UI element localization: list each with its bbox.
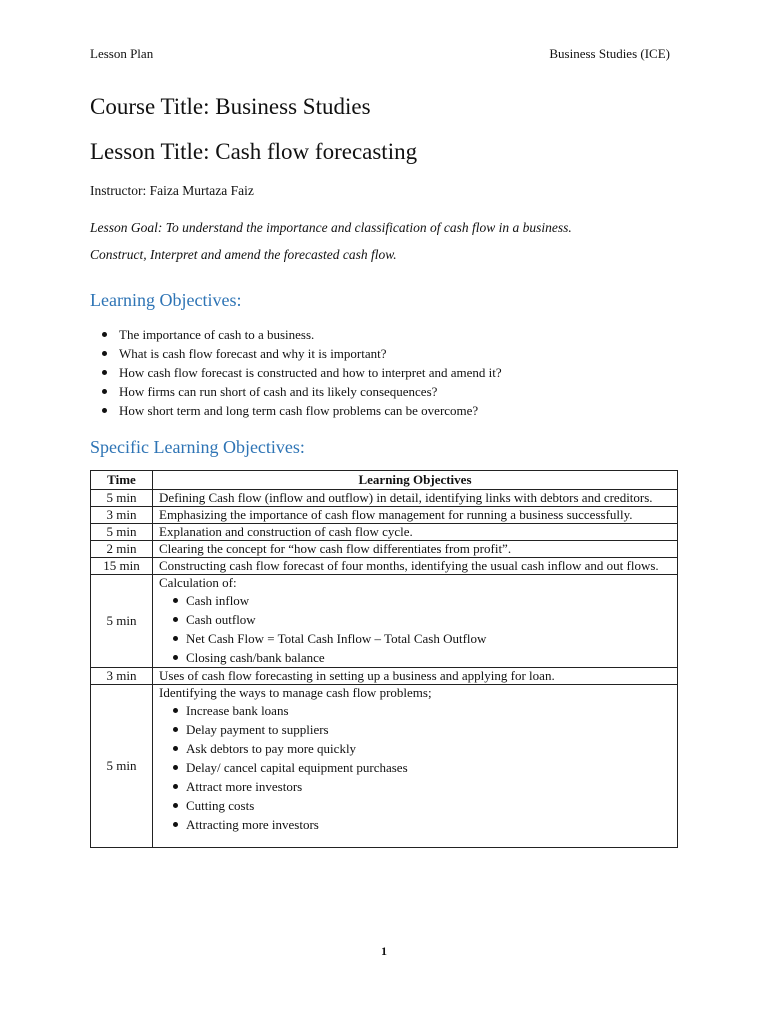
page-number: 1	[381, 944, 387, 958]
list-item: How cash flow forecast is constructed and how to interpret and amend it?	[90, 363, 502, 382]
objective-cell	[153, 541, 678, 558]
specific-objectives-table	[90, 470, 678, 848]
objective-cell	[153, 507, 678, 524]
list-item: Cutting costs	[159, 796, 671, 815]
list-item: How short term and long term cash flow problems can be overcome?	[90, 401, 502, 420]
table-row	[91, 524, 678, 541]
objective-text: Uses of cash flow forecasting in setting up a business and applying for loan.	[159, 668, 555, 683]
learning-objectives-list	[90, 325, 502, 420]
objective-text: Identifying the ways to manage cash flow problems;	[159, 685, 432, 700]
time-cell: 5 min	[91, 524, 153, 541]
objective-text: Constructing cash flow forecast of four months, identifying the usual cash inflow and out flows.	[159, 558, 659, 573]
list-item: Closing cash/bank balance	[159, 648, 671, 667]
objective-text: Explanation and construction of cash flow cycle.	[159, 524, 413, 539]
time-cell: 5 min	[91, 685, 153, 848]
table-row	[91, 668, 678, 685]
table-row	[91, 507, 678, 524]
objective-cell	[153, 524, 678, 541]
objective-cell	[153, 490, 678, 507]
objective-cell	[153, 668, 678, 685]
objective-text: Calculation of:	[159, 575, 237, 590]
header-right: Business Studies (ICE)	[549, 46, 670, 61]
table-row	[91, 575, 678, 668]
table-header-row	[91, 471, 678, 490]
time-cell: 3 min	[91, 668, 153, 685]
header-left: Lesson Plan	[90, 46, 154, 61]
col-header-objectives: Learning Objectives	[153, 471, 678, 490]
objective-cell	[153, 575, 678, 668]
table-row	[91, 490, 678, 507]
list-item: Cash inflow	[159, 591, 671, 610]
list-item: Delay payment to suppliers	[159, 720, 671, 739]
specific-objectives-heading: Specific Learning Objectives:	[90, 437, 305, 457]
list-item: Attracting more investors	[159, 815, 671, 834]
lesson-goal-line-1: Lesson Goal: To understand the importance and classification of cash flow in a business.	[90, 220, 572, 235]
table-row	[91, 685, 678, 848]
list-item: Cash outflow	[159, 610, 671, 629]
list-item: Attract more investors	[159, 777, 671, 796]
time-cell: 5 min	[91, 490, 153, 507]
list-item: The importance of cash to a business.	[90, 325, 502, 344]
time-cell: 3 min	[91, 507, 153, 524]
list-item: What is cash flow forecast and why it is important?	[90, 344, 502, 363]
objective-text: Clearing the concept for “how cash flow differentiates from profit”.	[159, 541, 512, 556]
table-row	[91, 558, 678, 575]
time-cell: 15 min	[91, 558, 153, 575]
list-item: Ask debtors to pay more quickly	[159, 739, 671, 758]
list-item: How firms can run short of cash and its likely consequences?	[90, 382, 502, 401]
learning-objectives-heading: Learning Objectives:	[90, 290, 242, 310]
objective-text: Emphasizing the importance of cash flow management for running a business successfully.	[159, 507, 633, 522]
objective-bullets	[159, 701, 671, 834]
list-item: Delay/ cancel capital equipment purchases	[159, 758, 671, 777]
course-title: Course Title: Business Studies	[90, 94, 371, 119]
objective-text: Defining Cash flow (inflow and outflow) in detail, identifying links with debtors and creditors.	[159, 490, 653, 505]
list-item: Increase bank loans	[159, 701, 671, 720]
list-item: Net Cash Flow = Total Cash Inflow – Total Cash Outflow	[159, 629, 671, 648]
objective-cell	[153, 685, 678, 848]
table-row	[91, 541, 678, 558]
objective-bullets	[159, 591, 671, 667]
time-cell: 5 min	[91, 575, 153, 668]
lesson-title: Lesson Title: Cash flow forecasting	[90, 139, 418, 164]
lesson-goal-line-2: Construct, Interpret and amend the forecasted cash flow.	[90, 247, 397, 262]
time-cell: 2 min	[91, 541, 153, 558]
objective-cell	[153, 558, 678, 575]
instructor: Instructor: Faiza Murtaza Faiz	[90, 183, 254, 198]
col-header-time: Time	[91, 471, 153, 490]
